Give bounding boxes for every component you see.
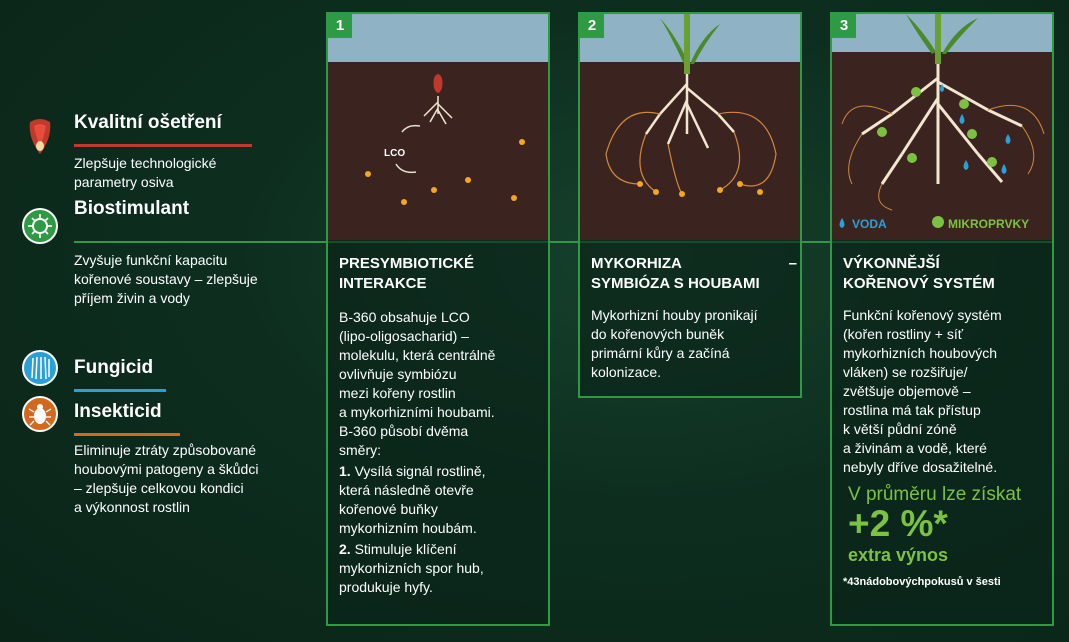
legend-title-quality: Kvalitní ošetření [74,112,222,133]
lco-label: LCO [384,148,406,159]
panel-1-image [328,14,548,240]
panel-3-number: 3 [832,14,856,38]
yield-line-1: V průměru lze získat [848,484,1022,505]
legend-desc-insecticide: Eliminuje ztráty způsobované houbovými patogeny a škůdci – zlepšuje celkovou kondici a výkonnost rostlin [74,442,259,515]
underline-blue [74,389,166,392]
panel-2-number: 2 [580,14,604,38]
panel-1-text: B-360 obsahuje LCO (lipo-oligosacharid) – molekulu, která centrálně ovlivňuje symbiózu mezi kořeny rostlin a mykorhizními houbami. B-360 působí dvěma směry: 1. Vysílá signál rostlině, která následně otevře kořenové buňky mykorhizním houbám. 2. Stimuluje klíčení mykorhizních spor hub, produkuje hyfy. [339,309,496,595]
svg-text:VODA: VODA [852,217,887,231]
underline-red [74,144,252,147]
legend-title-biostimulant: Biostimulant [74,198,190,219]
biostimulant-icon [22,208,58,244]
panel-1-title: PRESYMBIOTICKÉ INTERAKCE [339,255,475,292]
panel-2-image [580,14,800,240]
panel-3-title: VÝKONNĚJŠÍ KOŘENOVÝ SYSTÉM [843,255,995,292]
insect-icon [22,396,58,432]
panel-3-text: Funkční kořenový systém (kořen rostliny + síť mykorhizních houbových vláken) se rozšiřuje/ zvětšuje objemově – rostlina má tak přístup k větší půdní zóně a živinám a vodě, které nebyly dříve dosažitelné. [843,307,1002,475]
yield-line-3: extra výnos [848,545,949,565]
legend-desc-biostimulant: Zvyšuje funkční kapacitu kořenové soustavy – zlepšuje příjem živin a vody [74,252,258,306]
panel-1-number: 1 [328,14,352,38]
footnote: *43nádobovýchpokusů v šesti [843,576,1001,588]
panel-2-title: MYKORHIZA – SYMBIÓZA S HOUBAMI [591,255,797,292]
fungicide-icon [22,350,58,386]
legend-desc-quality: Zlepšuje technologické parametry osiva [74,155,217,190]
yield-value: +2 %* [848,503,948,544]
underline-orange [74,433,180,436]
svg-text:MIKROPRVKY: MIKROPRVKY [948,217,1030,231]
legend-title-fungicide: Fungicid [74,357,154,378]
panel-3-image [832,14,1052,240]
seed-icon [22,116,58,152]
micronutrient-icon [932,216,944,228]
legend-title-insecticide: Insekticid [74,401,162,422]
panel-2-text: Mykorhizní houby pronikají do kořenových buněk primární kůry a začíná kolonizace. [591,307,758,380]
